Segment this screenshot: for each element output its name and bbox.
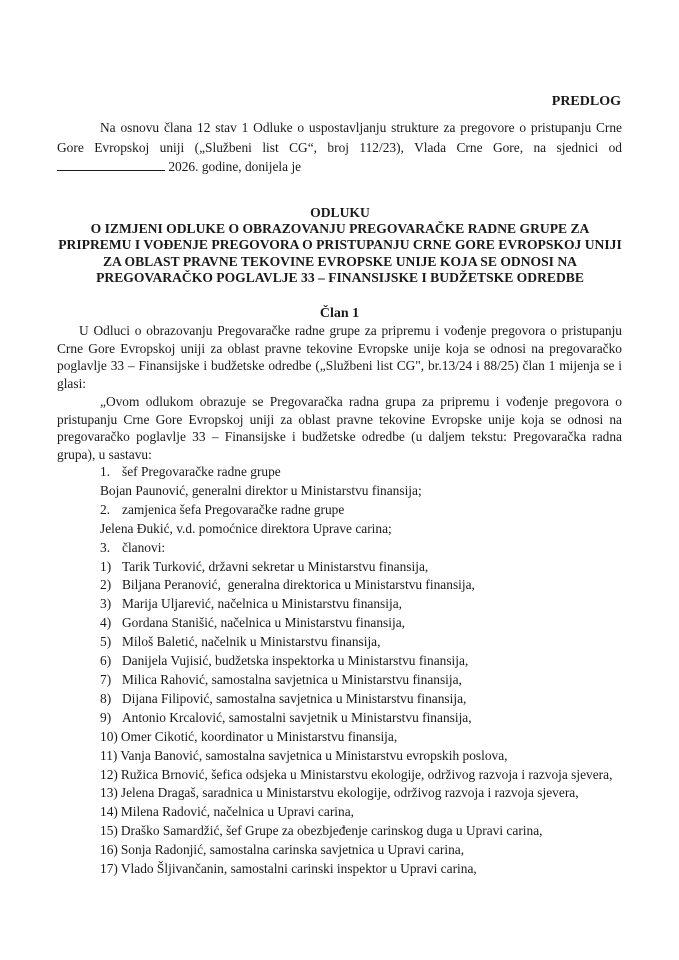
title-subtitle: O IZMJENI ODLUKE O OBRAZOVANJU PREGOVARAČKE RADNE GRUPE ZA PRIPREMU I VOĐENJE PREGOVORA O PRISTUPANJU CRNE GORE EVROPSKOJ UNIJI ZA OBLAST PRAVNE TEKOVINE EVROPSKE UNIJE KOJA SE ODNOSI NA PREGOVARAČKO POGLAVLJE 33 – FINANSIJSKE I BUDŽETSKE ODREDBE: [58, 221, 622, 285]
member-text: Vlado Šljivančanin, samostalni carinski inspektor u Upravi carina,: [120, 861, 477, 877]
intro-text: Na osnovu člana 12 stav 1 Odluke o uspostavljanju strukture za pregovore o pristupanju Crne Gore Evropskoj uniji („Službeni list CG“, broj 112/23), Vlada Crne Gore, na sjednici od: [57, 120, 622, 155]
member-number: 7): [100, 671, 112, 687]
member-number: 6): [100, 653, 112, 669]
member-list-item: [100, 614, 640, 633]
member-text: Milica Rahović, samostalna savjetnica u Ministarstvu finansija,: [122, 671, 462, 687]
member-text: Omer Cikotić, koordinator u Ministarstvu finansija,: [120, 728, 398, 744]
member-list-item: [100, 766, 640, 785]
member-text: Vanja Banović, samostalna savjetnica u Ministarstvu evropskih poslova,: [120, 747, 508, 763]
article-paragraph-1: U Odluci o obrazovanju Pregovaračke radne grupe za pripremu i vođenje pregovora o pristupanju Crne Gore Evropskoj uniji za oblast pravne tekovine Evropske unije koja se odnosi na pregovaračko poglavlje 33 – Finansijske i budžetske odredbe („Službeni list CG", br.13/24 i 88/25) član 1 mijenja se i glasi:: [57, 323, 622, 392]
role-label: zamjenica šefa Pregovaračke radne grupe: [122, 501, 345, 517]
member-number: 14): [100, 804, 118, 820]
member-list-item: [100, 860, 640, 879]
member-list-item: [100, 709, 640, 728]
member-number: 3): [100, 596, 112, 612]
member-list-item: [100, 595, 640, 614]
member-number: 11): [100, 747, 118, 763]
member-number: 1): [100, 558, 112, 574]
role-person: Bojan Paunović, generalni direktor u Ministarstvu finansija;: [100, 482, 422, 498]
member-text: Danijela Vujisić, budžetska inspektorka u Ministarstvu finansija,: [122, 653, 469, 669]
member-number: 9): [100, 709, 112, 725]
member-text: Jelena Dragaš, saradnica u Ministarstvu ekologije, održivog razvoja i razvoja sjevera,: [120, 785, 579, 801]
article-paragraph-2: „Ovom odlukom obrazuje se Pregovaračka radna grupa za pripremu i vođenje pregovora o pristupanju Crne Gore Evropskoj uniji za oblast pravne tekovine Evropske unije koja se odnosi na pregovaračko poglavlje 33 – Finansijske i budžetske odredbe (u daljem tekstu: Pregovaračka radna grupa), u sastavu:: [57, 394, 622, 463]
member-list-item: [100, 633, 640, 652]
member-list-item: [100, 652, 640, 671]
document-label: PREDLOG: [551, 94, 621, 109]
composition-list: [100, 463, 640, 879]
member-text: Milena Radović, načelnica u Upravi carina,: [120, 804, 354, 820]
member-text: Sonja Radonjić, samostalna carinska savjetnica u Upravi carina,: [120, 842, 465, 858]
member-number: 10): [100, 728, 118, 744]
member-list-item: [100, 822, 640, 841]
role-number: 2.: [100, 501, 111, 517]
member-number: 8): [100, 690, 112, 706]
member-number: 4): [100, 615, 112, 631]
member-text: Tarik Turković, državni sekretar u Ministarstvu finansija,: [122, 558, 429, 574]
member-list-item: [100, 576, 640, 595]
member-list-item: [100, 841, 640, 860]
member-list-item: [100, 803, 640, 822]
role-label: šef Pregovaračke radne grupe: [122, 464, 281, 479]
member-number: 2): [100, 577, 112, 593]
role-item: [100, 501, 640, 520]
role-item: [100, 463, 640, 482]
title-heading: ODLUKU: [310, 205, 370, 220]
member-text: Marija Uljarević, načelnica u Ministarstvu finansija,: [122, 596, 402, 612]
intro-paragraph: [57, 118, 622, 177]
member-list-item: [100, 784, 640, 803]
member-list-item: [100, 728, 640, 747]
member-text: Gordana Stanišić, načelnica u Ministarstvu finansija,: [122, 615, 405, 631]
date-blank: [57, 158, 165, 171]
document-title: [50, 205, 630, 286]
member-text: Ružica Brnović, šefica odsjeka u Ministarstvu ekologije, održivog razvoja i razvoja sjevera,: [120, 766, 613, 782]
role-label: članovi:: [122, 539, 166, 555]
member-number: 13): [100, 785, 118, 801]
member-text: Miloš Baletić, načelnik u Ministarstvu finansija,: [122, 634, 381, 650]
member-number: 16): [100, 842, 118, 858]
member-text: Antonio Krcalović, samostalni savjetnik u Ministarstvu finansija,: [122, 709, 472, 725]
intro-text-end: 2026. godine, donijela je: [165, 159, 302, 174]
role-number: 1.: [100, 464, 111, 479]
member-list-item: [100, 671, 640, 690]
member-number: 15): [100, 823, 118, 839]
member-list-item: [100, 690, 640, 709]
member-list-item: [100, 747, 640, 766]
member-text: Dijana Filipović, samostalna savjetnica u Ministarstvu finansija,: [122, 690, 467, 706]
role-person: Jelena Đukić, v.d. pomoćnice direktora Uprave carina;: [100, 520, 392, 536]
article-heading: Član 1: [319, 306, 360, 321]
member-number: 5): [100, 634, 112, 650]
role-item: [100, 539, 640, 558]
role-number: 3.: [100, 539, 111, 555]
member-number: 12): [100, 766, 118, 782]
member-list-item: [100, 558, 640, 577]
member-text: Biljana Peranović, generalna direktorica u Ministarstvu finansija,: [122, 577, 475, 593]
member-number: 17): [100, 861, 118, 877]
member-text: Draško Samardžić, šef Grupe za obezbjeđenje carinskog duga u Upravi carina,: [120, 823, 543, 839]
